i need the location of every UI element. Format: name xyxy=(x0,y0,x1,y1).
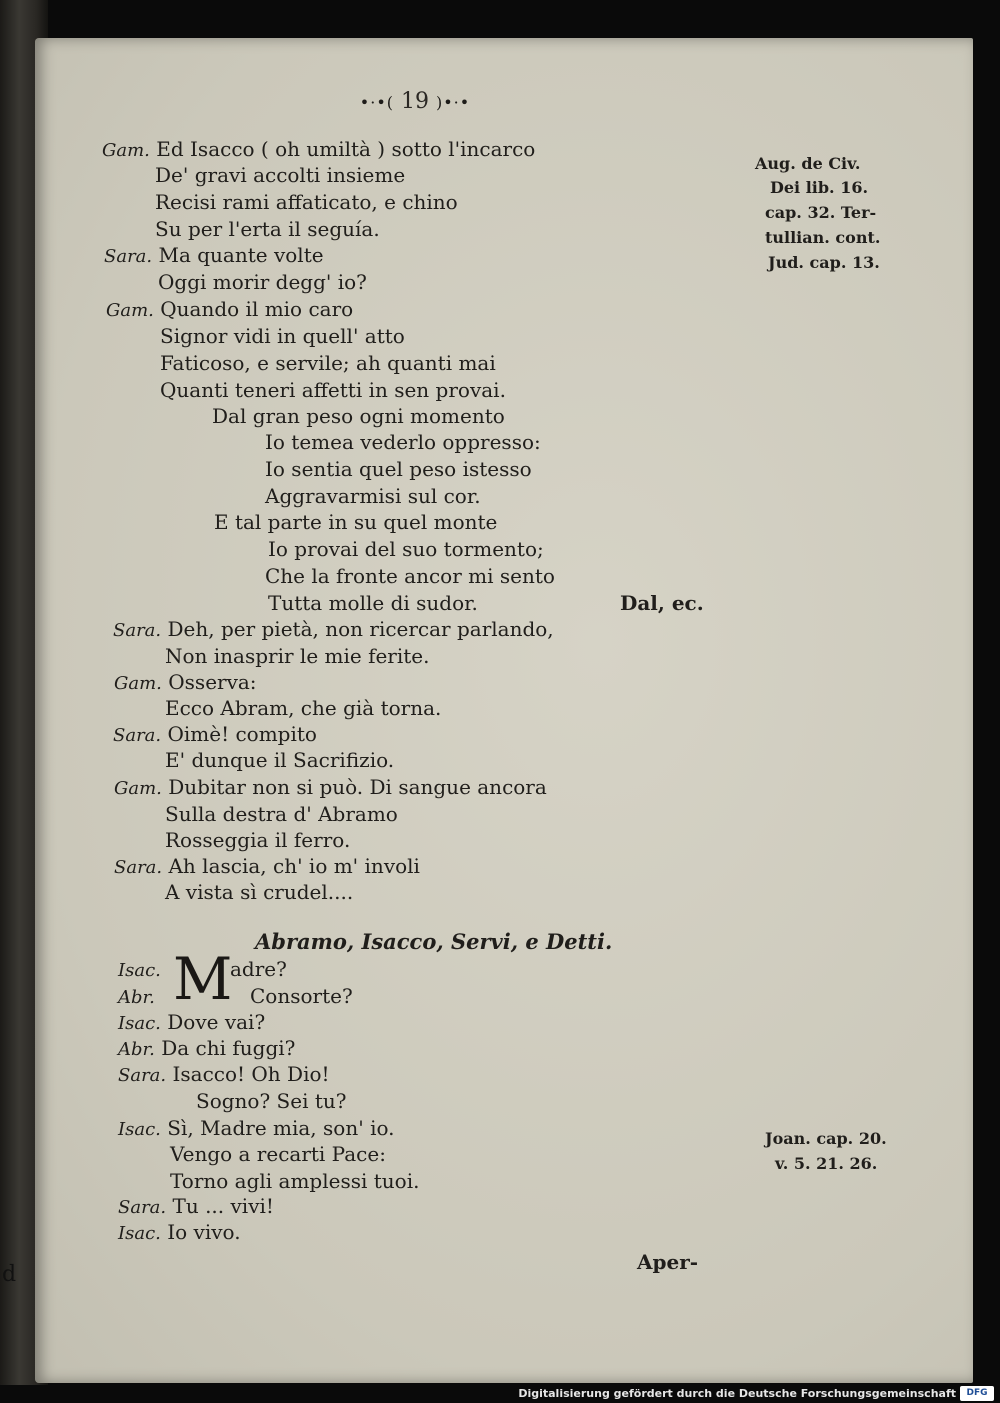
aria-repeat xyxy=(620,591,704,615)
verse-line xyxy=(118,1010,265,1036)
margin-note xyxy=(768,251,880,275)
verse-line xyxy=(102,137,535,163)
margin-note xyxy=(770,176,868,200)
bleed-through xyxy=(560,170,750,570)
verse-line xyxy=(114,854,420,880)
verse-line xyxy=(114,670,257,696)
margin-note-line: Dei lib. 16. xyxy=(770,178,869,197)
spine-mark: d xyxy=(2,1262,17,1287)
verse-line xyxy=(165,880,353,904)
verse-text: Dove vai? xyxy=(167,1010,266,1034)
margin-note-line: cap. 32. Ter- xyxy=(765,203,877,222)
verse-line xyxy=(268,537,544,561)
verse-text: Vengo a recarti Pace: xyxy=(170,1142,386,1166)
verse-line xyxy=(196,1089,346,1113)
verse-line xyxy=(160,378,506,402)
speaker-label: Gam. xyxy=(102,140,150,161)
verse-line xyxy=(165,748,394,772)
speaker-label: Isac. xyxy=(118,1223,161,1244)
verse-line xyxy=(158,270,367,294)
verse-line xyxy=(104,243,324,269)
verse-line xyxy=(165,802,398,826)
verse-line xyxy=(118,957,161,983)
speaker-label: Sara. xyxy=(113,725,162,746)
speaker-label: Isac. xyxy=(118,1119,161,1140)
verse-text: Ma quante volte xyxy=(158,243,324,267)
verse-text: Io vivo. xyxy=(167,1220,241,1244)
verse-text: Aggravarmisi sul cor. xyxy=(265,484,481,508)
speaker-label: Gam. xyxy=(114,778,162,799)
verse-line xyxy=(265,484,481,508)
verse-text: Sì, Madre mia, son' io. xyxy=(167,1116,395,1140)
verse-text: Dubitar non si può. Di sangue ancora xyxy=(168,775,547,799)
speaker-label: Sara. xyxy=(118,1065,167,1086)
page-header xyxy=(340,89,490,114)
verse-text: Oimè! compito xyxy=(167,722,317,746)
verse-text: Tu ... vivi! xyxy=(172,1194,274,1218)
verse-text: Torno agli amplessi tuoi. xyxy=(170,1169,420,1193)
margin-note xyxy=(765,201,876,225)
verse-text: E' dunque il Sacrifizio. xyxy=(165,748,395,772)
verse-text: Da chi fuggi? xyxy=(161,1036,296,1060)
verse-text: De' gravi accolti insieme xyxy=(155,163,406,187)
verse-text: Io temea vederlo oppresso: xyxy=(265,430,541,454)
verse-line xyxy=(170,1142,386,1166)
speaker-label: Gam. xyxy=(106,300,154,321)
verse-text: Deh, per pietà, non ricercar parlando, xyxy=(167,617,554,641)
header-ornament-left: •·•( xyxy=(359,93,394,112)
verse-line xyxy=(118,1036,295,1062)
verse-line xyxy=(118,984,155,1010)
margin-note-line: Aug. de Civ. xyxy=(755,154,861,173)
verse-line xyxy=(170,1169,419,1193)
verse-line xyxy=(106,297,353,323)
speaker-label: Abr. xyxy=(118,987,155,1008)
verse-text: Quando il mio caro xyxy=(160,297,354,321)
margin-note-line: tullian. cont. xyxy=(765,228,881,247)
verse-line xyxy=(230,957,287,981)
page-number: 19 xyxy=(401,89,429,114)
speaker-label: Sara. xyxy=(104,246,153,267)
verse-text: Sulla destra d' Abramo xyxy=(165,802,398,826)
digitization-footer xyxy=(0,1385,1000,1403)
verse-line xyxy=(160,324,405,348)
verse-line xyxy=(155,163,405,187)
catchword: Aper- xyxy=(637,1250,699,1274)
verse-text: Oggi morir degg' io? xyxy=(158,270,367,294)
verse-line xyxy=(113,722,317,748)
verse-line xyxy=(118,1220,241,1246)
verse-line xyxy=(250,984,353,1008)
verse-text: Su per l'erta il seguía. xyxy=(155,217,380,241)
verse-line xyxy=(114,775,547,801)
verse-line xyxy=(265,457,532,481)
verse-text: Quanti teneri affetti in sen provai. xyxy=(160,378,506,402)
verse-text: Rosseggia il ferro. xyxy=(165,828,351,852)
verse-text: Ah lascia, ch' io m' involi xyxy=(168,854,420,878)
dal-ec: Dal, ec. xyxy=(620,591,704,615)
speaker-label: Sara. xyxy=(118,1197,167,1218)
verse-text: Faticoso, e servile; ah quanti mai xyxy=(160,351,496,375)
verse-line xyxy=(268,591,478,615)
verse-line xyxy=(118,1194,274,1220)
verse-line xyxy=(113,617,554,643)
speaker-label: Abr. xyxy=(118,1039,155,1060)
verse-text: Signor vidi in quell' atto xyxy=(160,324,405,348)
margin-note xyxy=(765,226,880,250)
drop-cap: M xyxy=(173,945,233,1013)
verse-text: Ed Isacco ( oh umiltà ) sotto l'incarco xyxy=(156,137,536,161)
margin-note xyxy=(775,1152,877,1176)
verse-text: Io sentia quel peso istesso xyxy=(265,457,532,481)
verse-text: Non inasprir le mie ferite. xyxy=(165,644,430,668)
header-ornament-right: )•·• xyxy=(436,93,471,112)
margin-note xyxy=(765,1127,887,1151)
verse-line xyxy=(212,404,505,428)
verse-line xyxy=(155,217,380,241)
scene-rubric: Abramo, Isacco, Servi, e Detti. xyxy=(255,929,613,954)
verse-text: Osserva: xyxy=(168,670,257,694)
verse-text: E tal parte in su quel monte xyxy=(214,510,498,534)
verse-line xyxy=(214,510,497,534)
verse-text: Che la fronte ancor mi sento xyxy=(265,564,555,588)
speaker-label: Sara. xyxy=(114,857,163,878)
margin-note xyxy=(755,152,860,176)
verse-text: Io provai del suo tormento; xyxy=(268,537,544,561)
verse-text: adre? xyxy=(230,957,287,981)
verse-line xyxy=(265,430,541,454)
speaker-label: Sara. xyxy=(113,620,162,641)
verse-line xyxy=(160,351,496,375)
verse-text: Recisi rami affaticato, e chino xyxy=(155,190,458,214)
margin-note-line: Joan. cap. 20. xyxy=(765,1129,887,1148)
verse-line xyxy=(165,828,350,852)
verse-text: Sogno? Sei tu? xyxy=(196,1089,347,1113)
margin-note-line: Jud. cap. 13. xyxy=(768,253,880,272)
dfg-logo-icon: DFG xyxy=(960,1386,994,1401)
speaker-label: Isac. xyxy=(118,1013,161,1034)
verse-text: Consorte? xyxy=(250,984,353,1008)
footer-credit: Digitalisierung gefördert durch die Deutsche Forschungsgemeinschaft xyxy=(518,1387,956,1400)
verse-line xyxy=(165,696,441,720)
speaker-label: Isac. xyxy=(118,960,161,981)
margin-note-line: v. 5. 21. 26. xyxy=(775,1154,878,1173)
verse-text: Isacco! Oh Dio! xyxy=(172,1062,330,1086)
verse-line xyxy=(155,190,458,214)
verse-text: A vista sì crudel.... xyxy=(165,880,354,904)
verse-line xyxy=(118,1062,330,1088)
verse-text: Tutta molle di sudor. xyxy=(268,591,478,615)
verse-text: Ecco Abram, che già torna. xyxy=(165,696,442,720)
speaker-label: Gam. xyxy=(114,673,162,694)
verse-line xyxy=(165,644,430,668)
verse-line xyxy=(265,564,555,588)
verse-line xyxy=(118,1116,395,1142)
verse-text: Dal gran peso ogni momento xyxy=(212,404,505,428)
